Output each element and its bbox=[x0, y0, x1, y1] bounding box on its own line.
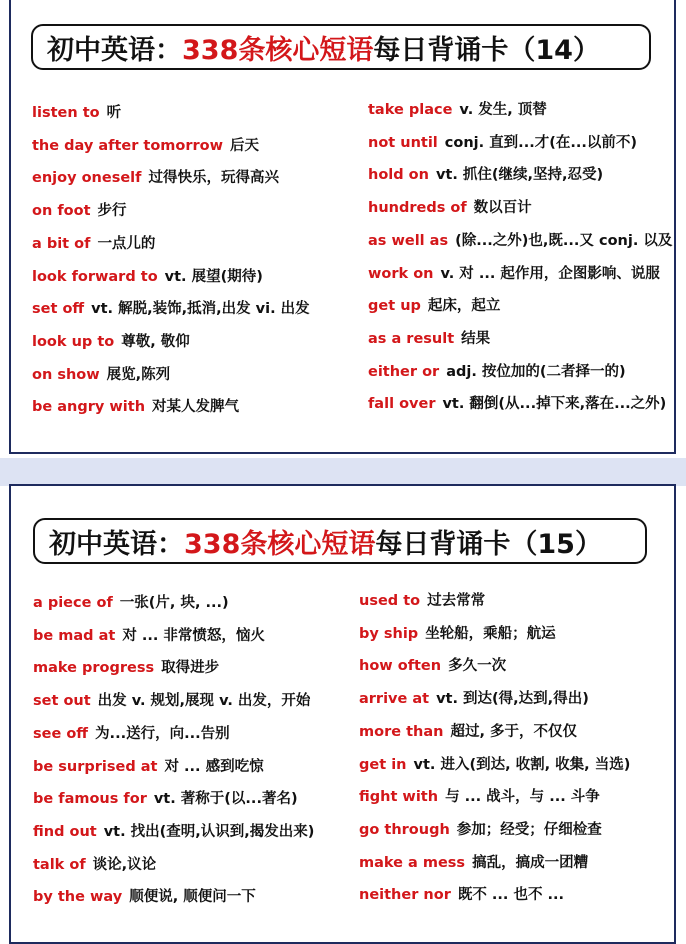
phrase-english: set off bbox=[32, 301, 85, 318]
phrase-chinese: (除...之外)也,既...又 conj. 以及 bbox=[455, 232, 673, 249]
phrase-row bbox=[32, 299, 310, 319]
phrase-row bbox=[368, 133, 637, 153]
phrase-english: a piece of bbox=[33, 595, 113, 611]
phrase-chinese: 过得快乐，玩得高兴 bbox=[148, 170, 279, 187]
phrase-chinese: 步行 bbox=[97, 203, 127, 220]
phrase-row bbox=[359, 787, 600, 807]
phrase-chinese: vt. 解脱,装饰,抵消,出发 vi. 出发 bbox=[91, 301, 310, 318]
phrase-row bbox=[359, 722, 577, 742]
phrase-english: how often bbox=[359, 658, 442, 675]
phrase-english: enjoy oneself bbox=[32, 170, 142, 187]
phrase-card-14 bbox=[9, 0, 676, 454]
phrase-row bbox=[359, 755, 630, 775]
phrase-english: get up bbox=[368, 298, 421, 315]
phrase-chinese: 一点儿的 bbox=[97, 235, 156, 252]
phrase-english: go through bbox=[359, 821, 450, 838]
phrase-chinese: 谈论,议论 bbox=[92, 856, 157, 873]
phrase-english: work on bbox=[368, 265, 434, 282]
phrase-english: used to bbox=[359, 593, 421, 609]
phrase-chinese: 听 bbox=[106, 105, 122, 121]
phrase-english: hundreds of bbox=[368, 200, 467, 217]
phrase-row bbox=[33, 822, 314, 842]
phrase-english: neither nor bbox=[359, 887, 451, 904]
phrase-row bbox=[33, 593, 229, 613]
phrase-chinese: 结果 bbox=[461, 330, 491, 347]
phrase-english: find out bbox=[33, 823, 97, 840]
phrase-english: as well as bbox=[368, 232, 449, 249]
phrase-row bbox=[32, 397, 239, 417]
phrase-english: on foot bbox=[32, 203, 91, 220]
phrase-row bbox=[33, 658, 219, 678]
phrase-english: take place bbox=[368, 102, 453, 118]
phrase-chinese: 对 ... 感到吃惊 bbox=[164, 758, 264, 775]
title-prefix: 初中英语： bbox=[47, 34, 182, 66]
title-prefix: 初中英语： bbox=[49, 528, 184, 560]
phrase-row bbox=[32, 234, 155, 254]
phrase-row bbox=[368, 362, 626, 382]
phrase-row bbox=[359, 885, 564, 905]
phrase-chinese: vt. 翻倒(从...掉下来,落在...之外) bbox=[442, 396, 667, 413]
phrase-english: not until bbox=[368, 134, 438, 151]
phrase-card-15 bbox=[9, 484, 676, 944]
phrase-english: set out bbox=[33, 693, 91, 710]
phrase-english: make a mess bbox=[359, 854, 466, 871]
phrase-row bbox=[33, 757, 264, 777]
phrase-chinese: 展览,陈列 bbox=[106, 366, 171, 383]
phrase-english: fight with bbox=[359, 789, 439, 806]
phrase-row bbox=[359, 853, 588, 873]
phrase-english: talk of bbox=[33, 856, 86, 873]
card-title bbox=[31, 24, 651, 70]
phrase-row bbox=[359, 624, 556, 644]
phrase-chinese: 数以百计 bbox=[473, 200, 532, 217]
phrase-chinese: 顺便说, 顺便问一下 bbox=[129, 889, 256, 906]
phrase-row bbox=[368, 198, 532, 218]
phrase-row bbox=[368, 100, 547, 120]
phrase-row bbox=[33, 626, 265, 646]
phrase-row bbox=[33, 691, 310, 711]
phrase-english: listen to bbox=[32, 105, 100, 121]
title-highlight: 338条核心短语 bbox=[182, 34, 374, 66]
phrase-english: fall over bbox=[368, 396, 436, 413]
phrase-chinese: 超过, 多于，不仅仅 bbox=[450, 723, 578, 740]
phrase-chinese: vt. 展望(期待) bbox=[164, 268, 263, 285]
phrase-english: the day after tomorrow bbox=[32, 137, 224, 154]
phrase-chinese: 多久一次 bbox=[448, 658, 507, 675]
phrase-row bbox=[33, 789, 298, 809]
phrase-row bbox=[32, 103, 121, 123]
phrase-row bbox=[32, 201, 127, 221]
phrase-chinese: adj. 按位加的(二者择一的) bbox=[446, 363, 626, 380]
phrase-english: be mad at bbox=[33, 627, 116, 644]
phrase-row bbox=[32, 136, 259, 156]
phrase-chinese: v. 对 ... 起作用，企图影响、说服 bbox=[440, 265, 660, 282]
phrase-english: by ship bbox=[359, 625, 419, 642]
phrase-row bbox=[359, 689, 589, 709]
phrase-row bbox=[368, 264, 660, 284]
phrase-chinese: 起床，起立 bbox=[427, 298, 501, 315]
phrase-english: look up to bbox=[32, 333, 115, 350]
title-suffix: 每日背诵卡（14） bbox=[373, 34, 600, 66]
phrase-english: either or bbox=[368, 363, 440, 380]
phrase-row bbox=[368, 329, 490, 349]
phrase-chinese: conj. 直到...才(在...以前不) bbox=[444, 134, 637, 151]
phrase-english: by the way bbox=[33, 889, 123, 906]
phrase-english: get in bbox=[359, 756, 407, 773]
phrase-row bbox=[368, 296, 500, 316]
phrase-english: be angry with bbox=[32, 399, 146, 416]
phrase-english: look forward to bbox=[32, 268, 158, 285]
phrase-chinese: 过去常常 bbox=[427, 593, 486, 609]
phrase-row bbox=[33, 724, 230, 744]
phrase-row bbox=[33, 887, 256, 907]
phrase-row bbox=[33, 855, 156, 875]
phrase-english: more than bbox=[359, 723, 444, 740]
title-highlight: 338条核心短语 bbox=[184, 528, 376, 560]
phrase-row bbox=[32, 332, 190, 352]
phrase-chinese: 坐轮船，乘船；航运 bbox=[425, 625, 556, 642]
phrase-chinese: vt. 著称于(以...著名) bbox=[153, 791, 298, 808]
phrase-row bbox=[32, 365, 170, 385]
phrase-english: as a result bbox=[368, 330, 455, 347]
phrase-chinese: 后天 bbox=[230, 137, 260, 154]
phrase-row bbox=[359, 591, 485, 611]
phrase-chinese: 为...送行，向...告别 bbox=[95, 725, 230, 742]
phrase-chinese: 参加；经受；仔细检查 bbox=[456, 821, 602, 838]
divider-band bbox=[0, 458, 686, 486]
phrase-english: see off bbox=[33, 725, 89, 742]
phrase-english: make progress bbox=[33, 660, 155, 677]
phrase-english: hold on bbox=[368, 167, 429, 184]
phrase-row bbox=[368, 231, 672, 251]
phrase-row bbox=[368, 165, 603, 185]
phrase-chinese: 对某人发脾气 bbox=[152, 399, 240, 416]
phrase-chinese: 一张(片, 块, ...) bbox=[119, 595, 229, 611]
phrase-row bbox=[368, 394, 666, 414]
phrase-row bbox=[359, 820, 602, 840]
phrase-english: be surprised at bbox=[33, 758, 158, 775]
phrase-english: arrive at bbox=[359, 691, 430, 708]
phrase-chinese: vt. 找出(查明,认识到,揭发出来) bbox=[103, 823, 315, 840]
phrase-english: be famous for bbox=[33, 791, 147, 808]
phrase-english: on show bbox=[32, 366, 100, 383]
phrase-chinese: 尊敬, 敬仰 bbox=[121, 333, 190, 350]
phrase-chinese: vt. 进入(到达, 收割, 收集, 当选) bbox=[413, 756, 631, 773]
phrase-chinese: 搞乱，搞成一团糟 bbox=[472, 854, 589, 871]
phrase-chinese: 与 ... 战斗，与 ... 斗争 bbox=[445, 789, 600, 806]
phrase-english: a bit of bbox=[32, 235, 91, 252]
phrase-chinese: v. 发生, 顶替 bbox=[459, 102, 547, 118]
phrase-chinese: vt. 到达(得,达到,得出) bbox=[436, 691, 589, 708]
phrase-chinese: vt. 抓住(继续,坚持,忍受) bbox=[435, 167, 604, 184]
title-suffix: 每日背诵卡（15） bbox=[375, 528, 602, 560]
phrase-row bbox=[32, 168, 279, 188]
phrase-chinese: 对 ... 非常愤怒，恼火 bbox=[122, 627, 265, 644]
card-title bbox=[33, 518, 647, 564]
phrase-chinese: 取得进步 bbox=[161, 660, 220, 677]
phrase-row bbox=[359, 656, 506, 676]
phrase-row bbox=[32, 267, 263, 287]
phrase-chinese: 出发 v. 规划,展现 v. 出发，开始 bbox=[97, 693, 311, 710]
phrase-chinese: 既不 ... 也不 ... bbox=[457, 887, 565, 904]
